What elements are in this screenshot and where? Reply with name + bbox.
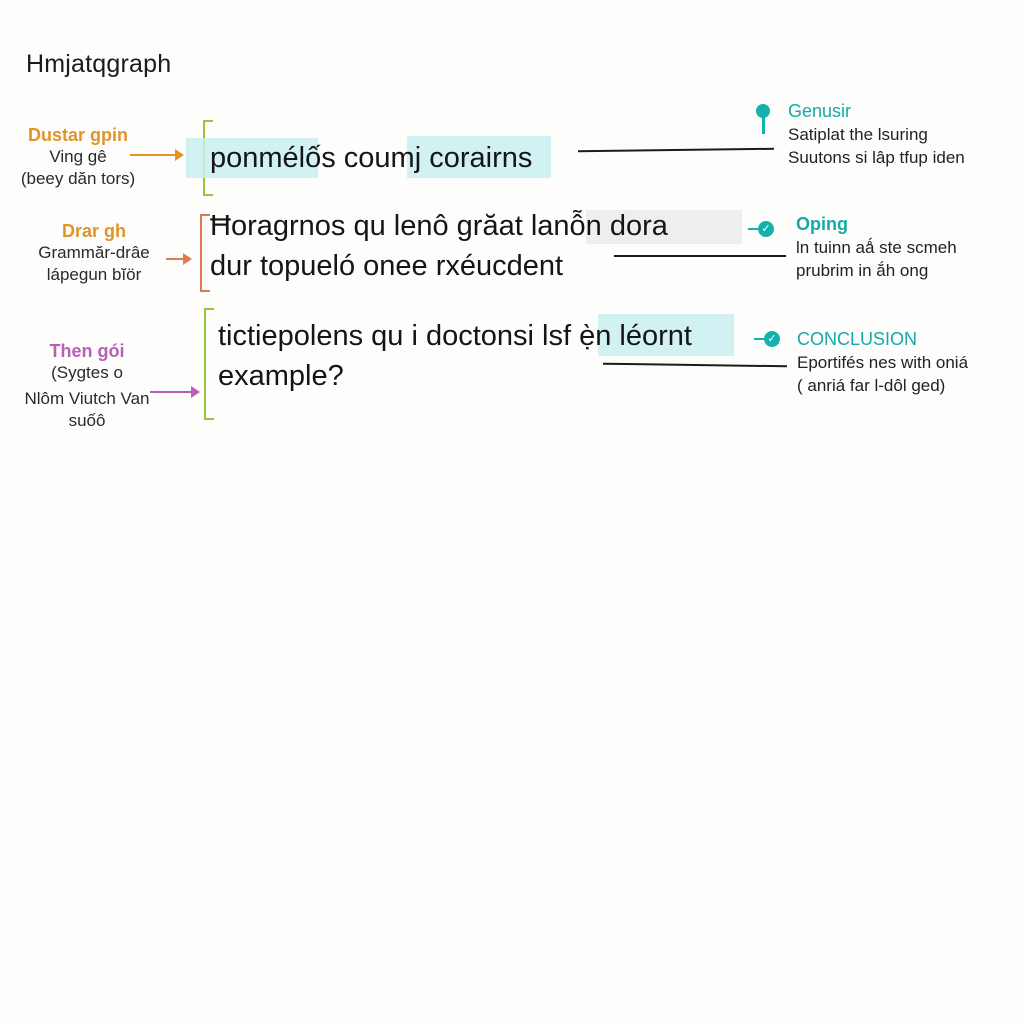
left-label-3-line: Nlôm Viutch Van (24, 389, 150, 408)
arrow-3 (150, 391, 198, 393)
right-note-3-heading: CONCLUSION (797, 329, 918, 349)
left-label-1-line: Ving gê (49, 147, 107, 166)
main-text-1 (210, 138, 532, 178)
right-note-1-heading: Genusir (788, 101, 852, 121)
right-note-3-line: Eportifés nes with oniá (797, 353, 969, 372)
left-label-3-line: (Sygtes o (51, 363, 123, 382)
arrow-2 (166, 258, 190, 260)
pin-icon (756, 104, 770, 134)
right-note-3-line: ( anriá far l-dôl ged) (797, 376, 946, 395)
arrow-1 (130, 154, 182, 156)
check-circle-icon: ✓ (748, 221, 774, 237)
left-label-3 (14, 340, 160, 432)
left-label-1 (14, 124, 142, 190)
left-label-2-heading: Drar gh (61, 221, 126, 241)
left-label-1-heading: Dustar gpin (27, 125, 128, 145)
left-label-2-line: Grammăr-drâe (38, 243, 150, 262)
right-note-2-line: ln tuinn aǻ ste scmeh (796, 238, 957, 257)
main-text-line: ponmélốs coumj corairns (210, 142, 533, 174)
right-note-1 (788, 100, 965, 169)
connector-1 (578, 148, 774, 152)
main-text-line: example? (218, 360, 344, 392)
right-note-1-line: Satiplat the lsuring (788, 125, 928, 144)
right-note-1-line: Suutons si lâp tfup iden (788, 148, 965, 167)
left-label-1-line: (beey dăn tors) (20, 169, 136, 188)
left-label-2 (22, 220, 166, 286)
right-note-3 (797, 328, 968, 397)
connector-2 (614, 255, 786, 257)
main-text-line: Ħoragrnos qu lenô grăat lanỗn dora (210, 210, 668, 242)
main-text-line: dur topueló onee rxéucdent (210, 250, 564, 282)
check-circle-icon: ✓ (754, 331, 780, 347)
main-text-2 (210, 206, 668, 286)
bracket-3 (204, 308, 214, 420)
bracket-2 (200, 214, 210, 292)
right-note-2 (796, 213, 957, 282)
left-label-2-line: lápegun bĭör (46, 265, 142, 284)
left-label-3-line: suốô (68, 411, 106, 430)
right-note-2-heading: Oping (796, 214, 848, 234)
page-title: Hmjatqgraph (26, 50, 172, 78)
left-label-3-heading: Then gói (49, 341, 125, 361)
main-text-line: tictiepolens qu i doctonsi lsf ẹ̀n léornt (218, 320, 692, 352)
right-note-2-line: prubrim in ắh ong (796, 261, 929, 280)
main-text-3 (218, 316, 692, 396)
